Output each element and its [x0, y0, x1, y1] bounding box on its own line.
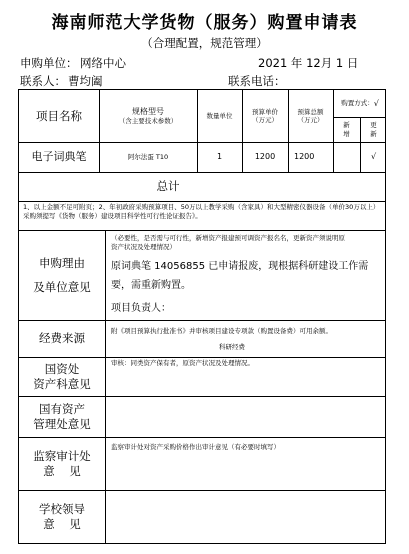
col-header-total-unit: （万元）	[297, 116, 324, 124]
asset-dept-label	[19, 357, 105, 396]
application-form-table	[18, 89, 386, 544]
row-item-name: 电子词典笔	[31, 150, 87, 164]
reason-label	[19, 230, 105, 320]
reason-hint-line1: （必要性，是否需与可行性，新增资产报建预可调资产报名名，更新资产须说明原	[111, 234, 345, 242]
reason-text-line2: 要，需重新购置。	[111, 280, 191, 291]
leader-label	[19, 490, 105, 543]
col-header-replace-sub: 新	[370, 129, 377, 138]
col-header-replace	[360, 117, 387, 142]
table-notes: 1、以上金额不足可附页；2、年初政府采购预算项目、50万以上教学采购（含家具）和大型精密仪器设备（单价30万以上）采购须提写《货物（服务）建设项目科学性可行性论证报告》。	[23, 203, 380, 221]
reason-label-line1: 申购理由	[39, 256, 85, 271]
col-header-unit-price-label: 预算单价	[252, 107, 278, 116]
reason-hint-line2: 资产状况及处理情况）	[111, 243, 176, 251]
applicant-unit-value: 网络中心	[80, 56, 126, 70]
project-lead-label: 项目负责人：	[111, 303, 171, 314]
audit-label-line2: 意 见	[43, 463, 81, 478]
asset-mgmt-label	[19, 396, 105, 437]
asset-mgmt-label-line1: 国有资产	[39, 402, 85, 417]
row-replace-mark: √	[370, 152, 377, 161]
subtotal-label: 总计	[156, 179, 180, 194]
col-header-spec	[99, 90, 197, 142]
contact-name: 曹均阖	[68, 74, 103, 88]
asset-dept-label-line1: 国资处	[44, 362, 80, 377]
col-header-quantity-unit: 数量单位	[206, 111, 233, 120]
application-date: 2021 年 12月 1 日	[258, 56, 359, 70]
col-header-new-sub: 增	[343, 129, 350, 138]
row-total: 1200	[294, 152, 315, 161]
row-unit-price: 1200	[254, 152, 276, 161]
leader-label-line2: 意 见	[43, 516, 81, 531]
purchase-method-label: 购置方式：	[341, 99, 374, 108]
funding-label: 经费来源	[39, 331, 85, 346]
purchase-method-check: √	[373, 98, 379, 108]
col-header-spec-label: 规格型号	[132, 106, 164, 116]
funding-source: 科研经费	[219, 343, 245, 351]
audit-label-line1: 监察审计处	[33, 449, 91, 464]
row-spec: 阿尔法蛋 T10	[127, 152, 169, 161]
reason-text-line1: 原词典笔 14056855 已申请报废，现根据科研建设工作需	[111, 261, 369, 272]
col-header-unit-price	[242, 90, 288, 142]
asset-dept-label-line2: 资产科意见	[33, 376, 91, 391]
col-header-total	[288, 90, 333, 142]
reason-label-line2: 及单位意见	[33, 279, 91, 294]
phone-label: 联系电话：	[228, 74, 286, 88]
col-header-new	[333, 117, 360, 142]
col-header-item-name: 项目名称	[36, 108, 82, 123]
contact-label: 联系人：	[20, 74, 66, 88]
asset-dept-text: 审核：同类资产保有者，原资产状况及处理情况。	[111, 359, 254, 367]
row-new-mark	[333, 142, 360, 172]
col-header-replace-label: 更	[370, 121, 377, 130]
col-header-spec-sub: （含主要技术参数）	[118, 116, 178, 125]
leader-label-line1: 学校领导	[39, 502, 85, 517]
form-title: 海南师范大学货物（服务）购置申请表	[51, 13, 358, 33]
form-subtitle: （合理配置，规范管理）	[141, 36, 268, 50]
applicant-unit-label: 申购单位：	[20, 56, 78, 70]
col-header-purchase-method	[333, 90, 387, 117]
audit-label	[19, 437, 105, 490]
row-quantity: 1	[216, 152, 223, 161]
asset-mgmt-label-line2: 管理处意见	[33, 416, 91, 431]
col-header-new-label: 新	[343, 121, 350, 130]
col-header-total-label: 预算总额	[297, 107, 324, 116]
funding-text: 附《项目预算执行批准书》并审核项目建设专项款（购置设备费）可用余额。	[111, 327, 332, 335]
col-header-unit-price-unit: （万元）	[252, 116, 278, 124]
audit-text: 监察审计处对资产采购价格作出审计意见（有必要时填写）	[111, 443, 280, 451]
